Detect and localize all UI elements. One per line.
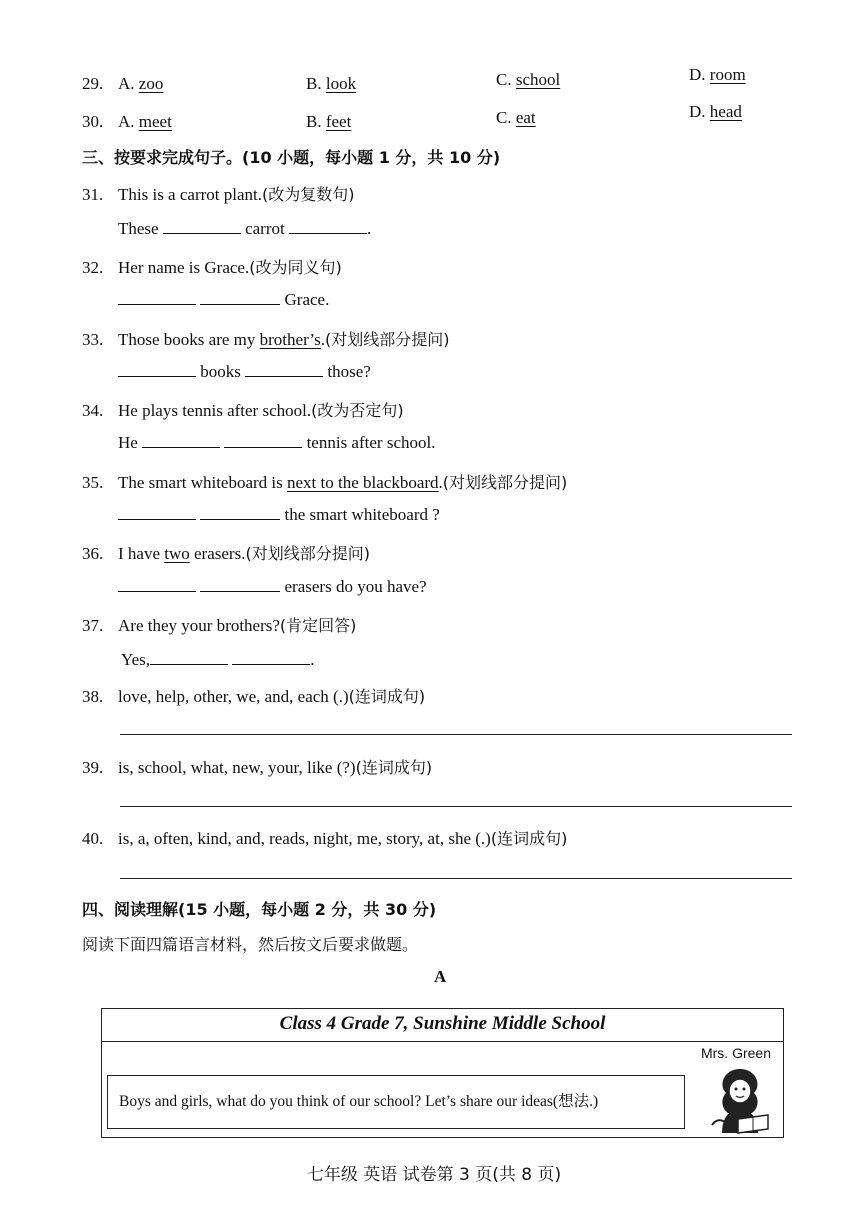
answer-35: the smart whiteboard ? — [118, 505, 440, 525]
question-instruction: (肯定回答) — [279, 616, 357, 635]
q29-option-a: A. zoo — [118, 74, 164, 93]
question-30-row — [82, 112, 118, 132]
answer-34: He tennis after school. — [118, 433, 436, 452]
question-instruction: (对划线部分提问) — [245, 544, 370, 563]
question-39: 39. is, school, what, new, your, like (?)(连词成句) — [82, 758, 433, 777]
q29-option-b-word: look — [325, 74, 357, 93]
answer-blank[interactable] — [289, 232, 367, 234]
question-36: 36. I have two erasers.(对划线部分提问) — [82, 544, 370, 563]
teacher-name: Mrs. Green — [700, 1045, 771, 1061]
question-31: 31. This is a carrot plant.(改为复数句) — [82, 185, 355, 204]
answer-line-38[interactable] — [120, 734, 792, 735]
answer-blank[interactable] — [118, 590, 196, 592]
answer-blank[interactable] — [200, 518, 280, 520]
passage-label: A — [434, 967, 447, 986]
answer-blank[interactable] — [118, 375, 196, 377]
question-32: 32. Her name is Grace.(改为同义句) — [82, 258, 342, 277]
question-text: Are they your brothers? — [118, 616, 280, 635]
answer-blank[interactable] — [118, 303, 196, 305]
question-instruction: (改为复数句) — [262, 185, 355, 204]
underlined-part: two — [164, 544, 190, 563]
passage-a-box — [101, 1008, 784, 1138]
question-40: 40. is, a, often, kind, and, reads, night, me, story, at, she (.)(连词成句) — [82, 829, 568, 848]
question-29-row — [82, 74, 118, 94]
q30-option-b-word: feet — [325, 112, 352, 131]
question-text: is, school, what, new, your, like (?) — [118, 758, 356, 777]
question-instruction: (连词成句) — [355, 758, 433, 777]
teacher-illustration-icon — [704, 1063, 776, 1135]
section-4-instruction: 阅读下面四篇语言材料，然后按文后要求做题。 — [82, 935, 419, 954]
q29-option-a-word: zoo — [138, 74, 164, 93]
question-instruction: (对划线部分提问) — [324, 330, 450, 349]
question-instruction: (连词成句) — [490, 829, 568, 848]
answer-blank[interactable] — [150, 663, 228, 665]
answer-blank[interactable] — [142, 446, 220, 448]
question-38: 38. love, help, other, we, and, each (.)(连词成句) — [82, 687, 426, 706]
answer-blank[interactable] — [245, 375, 323, 377]
question-number: 30. — [82, 112, 104, 131]
q30-option-d-word: head — [709, 102, 742, 121]
question-instruction: (对划线部分提问) — [442, 473, 568, 492]
question-35: 35. The smart whiteboard is next to the blackboard.(对划线部分提问) — [82, 473, 568, 492]
question-text: is, a, often, kind, and, reads, night, me, story, at, she (.) — [118, 829, 491, 848]
underlined-part: next to the blackboard — [287, 473, 439, 492]
speech-text: Boys and girls, what do you think of our school? Let’s share our ideas(想法.) — [119, 1093, 599, 1110]
answer-blank[interactable] — [224, 446, 302, 448]
q29-option-c-word: school — [515, 70, 561, 89]
question-34: 34. He plays tennis after school.(改为否定句) — [82, 401, 404, 420]
q29-option-d: D. room — [689, 65, 746, 84]
answer-31: These carrot . — [118, 219, 372, 238]
answer-blank[interactable] — [200, 590, 280, 592]
speech-box — [107, 1075, 685, 1129]
underlined-part: brother’s — [259, 330, 321, 349]
q30-option-a-word: meet — [138, 112, 172, 131]
question-text: Her name is Grace. — [118, 258, 250, 277]
answer-32: Grace. — [118, 290, 329, 310]
answer-line-40[interactable] — [120, 878, 792, 879]
section-4-heading: 四、阅读理解(15 小题，每小题 2 分，共 30 分) — [82, 900, 437, 919]
question-instruction: (连词成句) — [348, 687, 426, 706]
q30-option-b: B. feet — [306, 112, 352, 131]
question-text: This is a carrot plant. — [118, 185, 262, 204]
q30-option-c: C. eat — [496, 108, 536, 127]
question-instruction: (改为否定句) — [311, 401, 404, 420]
q30-option-c-word: eat — [515, 108, 536, 127]
q29-option-d-word: room — [709, 65, 746, 84]
question-text: He plays tennis after school. — [118, 401, 312, 420]
page-footer: 七年级 英语 试卷第 3 页(共 8 页) — [306, 1165, 562, 1185]
answer-line-39[interactable] — [120, 806, 792, 807]
answer-36: erasers do you have? — [118, 577, 427, 597]
question-33: 33. Those books are my brother’s.(对划线部分提问) — [82, 330, 450, 349]
answer-37: Yes, . — [121, 650, 315, 669]
answer-blank[interactable] — [163, 232, 241, 234]
question-number: 29. — [82, 74, 104, 93]
section-3-heading: 三、按要求完成句子。(10 小题，每小题 1 分，共 10 分) — [82, 148, 501, 167]
answer-blank[interactable] — [200, 303, 280, 305]
answer-blank[interactable] — [232, 663, 310, 665]
question-37: 37. Are they your brothers?(肯定回答) — [82, 616, 357, 635]
passage-a-title: Class 4 Grade 7, Sunshine Middle School — [102, 1009, 783, 1042]
question-text: love, help, other, we, and, each (.) — [118, 687, 349, 706]
answer-blank[interactable] — [118, 518, 196, 520]
q30-option-d: D. head — [689, 102, 742, 121]
question-instruction: (改为同义句) — [249, 258, 342, 277]
q29-option-b: B. look — [306, 74, 357, 93]
answer-33: books those? — [118, 362, 371, 382]
q30-option-a: A. meet — [118, 112, 172, 131]
q29-option-c: C. school — [496, 70, 561, 89]
